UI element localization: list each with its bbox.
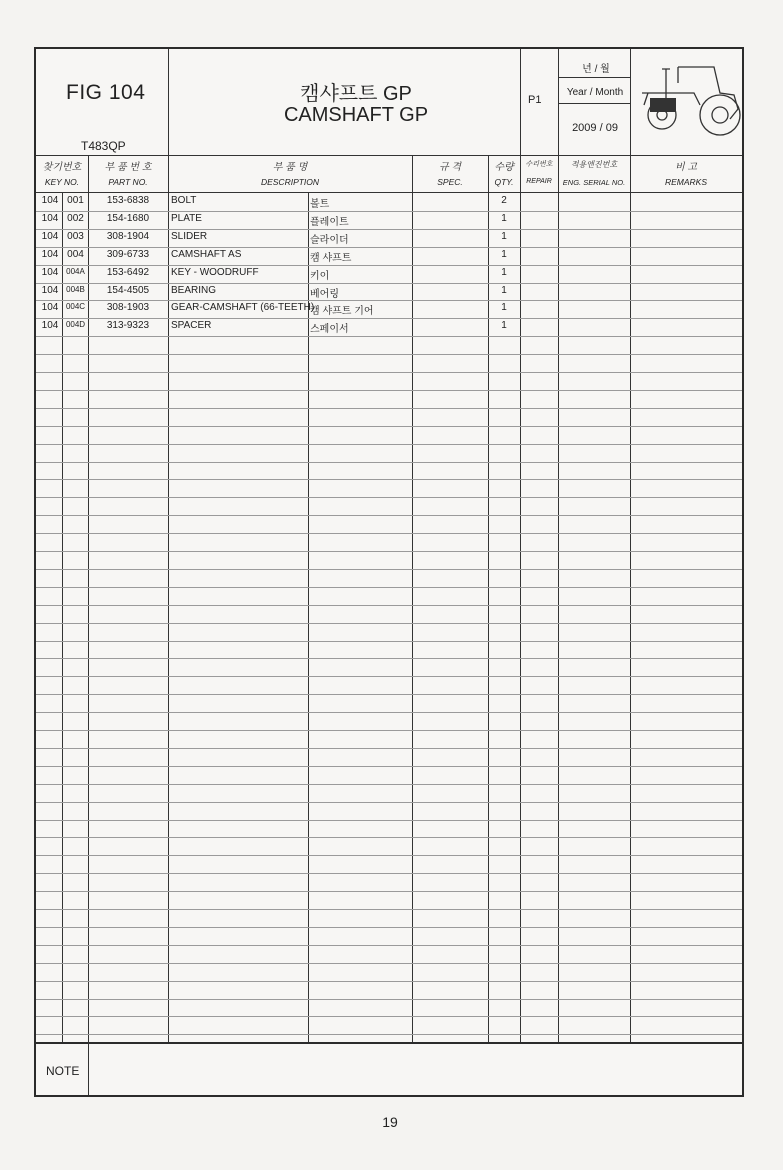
cell-fig: 104 bbox=[41, 320, 59, 332]
row-rule bbox=[36, 497, 742, 498]
cell-part: 308-1903 bbox=[106, 302, 150, 314]
row-rule bbox=[36, 426, 742, 427]
divider bbox=[558, 49, 559, 155]
row-rule bbox=[36, 927, 742, 928]
row-rule bbox=[36, 515, 742, 516]
row-rule bbox=[36, 712, 742, 713]
cell-desc-en: SLIDER bbox=[171, 230, 208, 242]
row-rule bbox=[36, 354, 742, 355]
part-no-kr: 부 품 번 호 bbox=[104, 162, 152, 173]
spec-en: SPEC. bbox=[437, 177, 463, 187]
row-rule bbox=[36, 748, 742, 749]
row-rule bbox=[36, 211, 742, 212]
row-rule bbox=[36, 408, 742, 409]
row-rule bbox=[36, 784, 742, 785]
cell-key: 003 bbox=[67, 230, 84, 242]
row-rule bbox=[36, 265, 742, 266]
row-rule bbox=[36, 820, 742, 821]
cell-desc-kr: 캠 샤프트 기어 bbox=[310, 306, 374, 318]
tractor-icon bbox=[634, 53, 744, 143]
cell-key: 004 bbox=[67, 248, 84, 260]
page-code: P1 bbox=[528, 94, 542, 106]
cell-part: 313-9323 bbox=[106, 320, 150, 332]
remarks-kr: 비 고 bbox=[674, 162, 698, 173]
cell-qty: 2 bbox=[501, 195, 507, 206]
year-month-label: Year / Month bbox=[566, 87, 624, 98]
cell-part: 153-6492 bbox=[106, 266, 150, 278]
key-no-en: KEY NO. bbox=[44, 177, 80, 187]
title-english: CAMSHAFT GP bbox=[283, 104, 429, 126]
row-rule bbox=[36, 533, 742, 534]
title-korean: 캠샤프트 GP bbox=[300, 83, 412, 105]
cell-qty: 1 bbox=[501, 284, 507, 296]
desc-kr: 부 품 명 bbox=[272, 162, 308, 173]
cell-desc-kr: 스페이서 bbox=[310, 324, 349, 336]
cell-desc-en: SPACER bbox=[171, 320, 212, 332]
cell-qty: 1 bbox=[501, 248, 507, 260]
cell-desc-kr: 베어링 bbox=[310, 288, 339, 300]
cell-desc-kr: 슬라이더 bbox=[310, 234, 349, 246]
row-rule bbox=[36, 587, 742, 588]
divider bbox=[558, 103, 630, 104]
row-rule bbox=[36, 963, 742, 964]
key-no-kr: 찾기번호 bbox=[42, 162, 82, 173]
cell-key: 004B bbox=[66, 284, 85, 294]
desc-en: DESCRIPTION bbox=[260, 177, 320, 187]
row-rule bbox=[36, 372, 742, 373]
cell-qty: 1 bbox=[501, 212, 507, 224]
cell-desc-en: KEY - WOODRUFF bbox=[171, 266, 259, 278]
qty-en: QTY. bbox=[494, 177, 514, 187]
row-rule bbox=[36, 247, 742, 248]
row-rule bbox=[36, 229, 742, 230]
divider bbox=[630, 49, 631, 155]
fig-label: FIG 104 bbox=[66, 81, 146, 104]
cell-fig: 104 bbox=[41, 248, 59, 260]
cell-fig: 104 bbox=[41, 302, 59, 314]
cell-qty: 1 bbox=[501, 266, 507, 278]
row-rule bbox=[36, 999, 742, 1000]
cell-key: 004A bbox=[66, 266, 85, 276]
cell-key: 001 bbox=[67, 195, 84, 206]
divider bbox=[558, 77, 630, 78]
row-rule bbox=[36, 676, 742, 677]
row-rule bbox=[36, 658, 742, 659]
cell-part: 153-6838 bbox=[106, 195, 150, 206]
row-rule bbox=[36, 909, 742, 910]
divider bbox=[88, 1042, 89, 1095]
cell-fig: 104 bbox=[41, 266, 59, 278]
row-rule bbox=[36, 462, 742, 463]
divider bbox=[36, 192, 742, 193]
cell-part: 308-1904 bbox=[106, 230, 150, 242]
divider bbox=[520, 49, 521, 155]
row-rule bbox=[36, 551, 742, 552]
cell-desc-en: BEARING bbox=[171, 284, 217, 296]
row-rule bbox=[36, 300, 742, 301]
row-rule bbox=[36, 444, 742, 445]
parts-list-sheet bbox=[34, 47, 744, 1097]
cell-qty: 1 bbox=[501, 320, 507, 332]
cell-key: 002 bbox=[67, 212, 84, 224]
year-month-korean: 년 / 월 bbox=[582, 64, 610, 75]
cell-qty: 1 bbox=[501, 230, 507, 242]
serial-en: ENG. SERIAL NO. bbox=[562, 178, 626, 187]
cell-part: 154-4505 bbox=[106, 284, 150, 296]
spec-kr: 규 격 bbox=[438, 162, 462, 173]
divider bbox=[36, 155, 742, 156]
cell-desc-en: GEAR-CAMSHAFT (66-TEETH) bbox=[171, 302, 315, 314]
divider bbox=[36, 1042, 742, 1044]
qty-kr: 수량 bbox=[494, 162, 514, 173]
page-number: 19 bbox=[382, 1114, 398, 1130]
row-rule bbox=[36, 1016, 742, 1017]
row-rule bbox=[36, 802, 742, 803]
row-rule bbox=[36, 569, 742, 570]
cell-part: 154-1680 bbox=[106, 212, 150, 224]
year-month-value: 2009 / 09 bbox=[572, 122, 618, 134]
cell-desc-kr: 키이 bbox=[310, 270, 330, 282]
serial-kr: 적용엔진번호 bbox=[570, 160, 618, 169]
row-rule bbox=[36, 641, 742, 642]
row-rule bbox=[36, 873, 742, 874]
repair-en: REPAIR bbox=[526, 178, 552, 185]
cell-desc-kr: 플레이트 bbox=[310, 216, 349, 228]
cell-desc-en: PLATE bbox=[171, 212, 202, 224]
row-rule bbox=[36, 390, 742, 391]
part-no-en: PART NO. bbox=[108, 177, 148, 187]
model-code: T483QP bbox=[81, 139, 126, 153]
cell-fig: 104 bbox=[41, 212, 59, 224]
row-rule bbox=[36, 981, 742, 982]
row-rule bbox=[36, 855, 742, 856]
row-rule bbox=[36, 694, 742, 695]
repair-kr: 수리번호 bbox=[525, 161, 553, 168]
divider bbox=[168, 49, 169, 155]
row-rule bbox=[36, 336, 742, 337]
cell-desc-kr: 볼트 bbox=[310, 199, 330, 210]
row-rule bbox=[36, 730, 742, 731]
remarks-en: REMARKS bbox=[664, 177, 708, 187]
row-rule bbox=[36, 837, 742, 838]
cell-part: 309-6733 bbox=[106, 248, 150, 260]
cell-key: 004D bbox=[65, 320, 86, 330]
row-rule bbox=[36, 318, 742, 319]
cell-desc-en: BOLT bbox=[171, 195, 197, 206]
note-label: NOTE bbox=[46, 1064, 80, 1078]
cell-fig: 104 bbox=[41, 195, 59, 206]
row-rule bbox=[36, 1034, 742, 1035]
cell-desc-kr: 캠 샤프트 bbox=[310, 252, 352, 264]
cell-fig: 104 bbox=[41, 284, 59, 296]
cell-key: 004C bbox=[65, 302, 86, 312]
row-rule bbox=[36, 891, 742, 892]
row-rule bbox=[36, 605, 742, 606]
divider bbox=[308, 192, 309, 1042]
row-rule bbox=[36, 479, 742, 480]
cell-fig: 104 bbox=[41, 230, 59, 242]
row-rule bbox=[36, 283, 742, 284]
cell-desc-en: CAMSHAFT AS bbox=[171, 248, 242, 260]
cell-qty: 1 bbox=[501, 302, 507, 314]
row-rule bbox=[36, 945, 742, 946]
row-rule bbox=[36, 623, 742, 624]
row-rule bbox=[36, 766, 742, 767]
